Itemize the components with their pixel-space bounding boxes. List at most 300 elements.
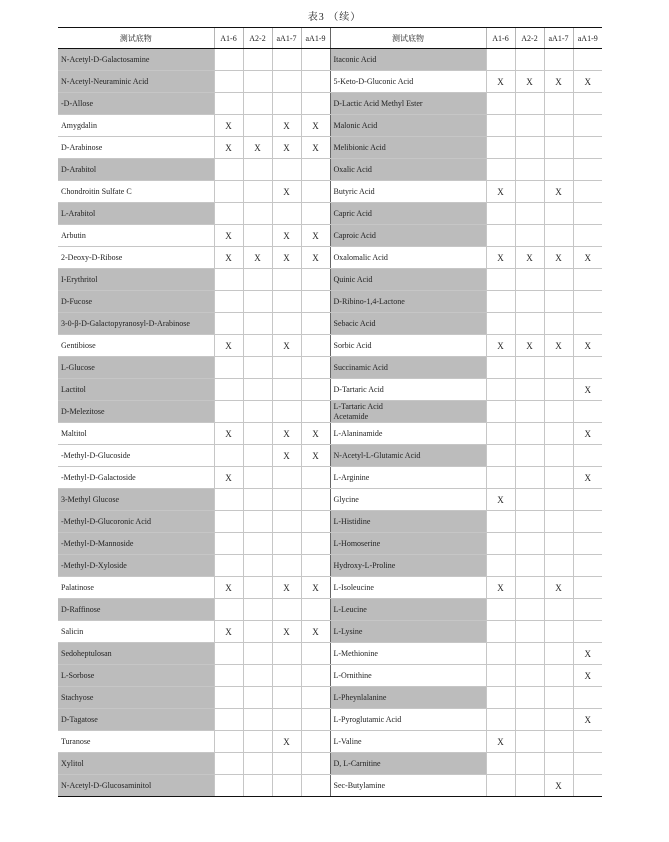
result-cell-aa1-9-left [301, 93, 330, 115]
table-row [58, 115, 602, 137]
result-cell-a2-2-left [243, 467, 272, 489]
result-cell-aa1-7-left [272, 533, 301, 555]
result-cell-a2-2-right [515, 291, 544, 313]
result-cell-a2-2-left [243, 621, 272, 643]
result-cell-a2-2-left [243, 159, 272, 181]
result-cell-aa1-9-right: X [573, 643, 602, 665]
result-cell-aa1-7-right: X [544, 577, 573, 599]
result-cell-a1-6-right [486, 665, 515, 687]
result-cell-aa1-7-right [544, 555, 573, 577]
result-cell-a2-2-left [243, 115, 272, 137]
result-cell-a1-6-left: X [214, 335, 243, 357]
result-cell-a1-6-right [486, 511, 515, 533]
result-cell-a2-2-left [243, 401, 272, 423]
result-cell-aa1-9-left [301, 555, 330, 577]
header-col-aa1-9-left: aA1-9 [301, 28, 330, 49]
result-cell-a1-6-right [486, 159, 515, 181]
table-row [58, 643, 602, 665]
table-row [58, 731, 602, 753]
result-cell-aa1-9-right [573, 533, 602, 555]
result-cell-aa1-7-right [544, 401, 573, 423]
result-cell-aa1-9-right [573, 445, 602, 467]
result-cell-aa1-7-left [272, 357, 301, 379]
result-cell-a1-6-left [214, 357, 243, 379]
substrate-name-right: 5-Keto-D-Gluconic Acid [330, 71, 486, 93]
result-cell-a2-2-left [243, 775, 272, 797]
substrate-name-left: Stachyose [58, 687, 214, 709]
result-cell-aa1-9-left: X [301, 137, 330, 159]
result-cell-aa1-9-right [573, 753, 602, 775]
table-body [58, 49, 602, 797]
table-row [58, 159, 602, 181]
result-cell-aa1-7-left: X [272, 335, 301, 357]
substrate-name-right: Hydroxy-L-Proline [330, 555, 486, 577]
result-cell-aa1-7-left [272, 775, 301, 797]
substrate-name-left: Palatinose [58, 577, 214, 599]
result-cell-aa1-7-left [272, 269, 301, 291]
result-cell-a2-2-right [515, 423, 544, 445]
result-cell-a2-2-right [515, 115, 544, 137]
result-cell-aa1-7-left [272, 401, 301, 423]
table-row [58, 203, 602, 225]
result-cell-aa1-9-left: X [301, 247, 330, 269]
result-cell-aa1-7-left: X [272, 445, 301, 467]
result-cell-a2-2-right [515, 313, 544, 335]
substrate-name-right: L-Pyroglutamic Acid [330, 709, 486, 731]
result-cell-a2-2-right [515, 753, 544, 775]
result-cell-aa1-9-right [573, 159, 602, 181]
substrate-name-left: 3-Methyl Glucose [58, 489, 214, 511]
substrate-name-left: -Methyl-D-Galactoside [58, 467, 214, 489]
result-cell-a2-2-left [243, 687, 272, 709]
result-cell-aa1-9-left [301, 203, 330, 225]
result-cell-aa1-7-left: X [272, 577, 301, 599]
result-cell-a1-6-right [486, 401, 515, 423]
result-cell-a2-2-right [515, 665, 544, 687]
result-cell-a1-6-right [486, 225, 515, 247]
result-cell-aa1-9-left: X [301, 423, 330, 445]
result-cell-aa1-7-left: X [272, 137, 301, 159]
result-cell-aa1-7-right [544, 731, 573, 753]
result-cell-a2-2-left [243, 313, 272, 335]
result-cell-aa1-9-left [301, 731, 330, 753]
substrate-name-right: Sec-Butylamine [330, 775, 486, 797]
substrate-name-right: Malonic Acid [330, 115, 486, 137]
result-cell-a1-6-right: X [486, 489, 515, 511]
result-cell-aa1-9-right [573, 621, 602, 643]
substrate-name-left: Sedoheptulosan [58, 643, 214, 665]
result-cell-aa1-7-left [272, 643, 301, 665]
table-row [58, 489, 602, 511]
substrate-name-left: -Methyl-D-Mannoside [58, 533, 214, 555]
result-cell-aa1-9-right [573, 225, 602, 247]
result-cell-a1-6-right [486, 687, 515, 709]
result-cell-aa1-9-right [573, 599, 602, 621]
result-cell-aa1-9-left [301, 291, 330, 313]
table-row [58, 577, 602, 599]
result-cell-a1-6-left [214, 269, 243, 291]
substrate-name-left: D-Tagatose [58, 709, 214, 731]
result-cell-a2-2-left [243, 181, 272, 203]
result-cell-a1-6-left [214, 401, 243, 423]
substrate-name-right: D, L-Carnitine [330, 753, 486, 775]
result-cell-aa1-7-right [544, 665, 573, 687]
result-cell-a1-6-left: X [214, 621, 243, 643]
substrate-name-right: Melibionic Acid [330, 137, 486, 159]
result-cell-a1-6-right [486, 115, 515, 137]
result-cell-a1-6-right: X [486, 247, 515, 269]
result-cell-a2-2-right [515, 49, 544, 71]
result-cell-aa1-9-left [301, 753, 330, 775]
result-cell-aa1-7-right [544, 489, 573, 511]
result-cell-aa1-7-left [272, 93, 301, 115]
table-row [58, 357, 602, 379]
result-cell-a2-2-left [243, 731, 272, 753]
result-cell-aa1-7-left [272, 467, 301, 489]
result-cell-aa1-7-right [544, 533, 573, 555]
result-cell-aa1-9-left [301, 687, 330, 709]
substrate-name-right: L-Alaninamide [330, 423, 486, 445]
result-cell-a2-2-right: X [515, 335, 544, 357]
substrate-name-line: Acetamide [333, 411, 369, 421]
result-cell-a1-6-right [486, 555, 515, 577]
result-cell-aa1-9-left [301, 379, 330, 401]
substrate-name-right: N-Acetyl-L-Glutamic Acid [330, 445, 486, 467]
result-cell-a2-2-right [515, 225, 544, 247]
result-cell-a1-6-left [214, 511, 243, 533]
result-cell-a1-6-right [486, 775, 515, 797]
header-col-aa1-9-right: aA1-9 [573, 28, 602, 49]
result-cell-aa1-9-right: X [573, 467, 602, 489]
result-cell-a2-2-left [243, 489, 272, 511]
result-cell-a1-6-left [214, 665, 243, 687]
substrate-name-right: D-Tartaric Acid [330, 379, 486, 401]
result-cell-a1-6-left [214, 291, 243, 313]
table-row [58, 533, 602, 555]
substrate-name-left: D-Arabitol [58, 159, 214, 181]
result-cell-a2-2-right [515, 577, 544, 599]
result-cell-a1-6-left [214, 599, 243, 621]
result-cell-aa1-9-right [573, 357, 602, 379]
result-cell-aa1-9-left [301, 357, 330, 379]
result-cell-a1-6-left [214, 709, 243, 731]
result-cell-a2-2-left [243, 49, 272, 71]
result-cell-aa1-9-left: X [301, 445, 330, 467]
table-row [58, 467, 602, 489]
result-cell-aa1-9-right [573, 555, 602, 577]
result-cell-a1-6-left: X [214, 137, 243, 159]
result-cell-a1-6-right [486, 533, 515, 555]
result-cell-aa1-7-left [272, 709, 301, 731]
result-cell-a1-6-right [486, 445, 515, 467]
result-cell-a1-6-left: X [214, 423, 243, 445]
substrate-name-right: L-Ornithine [330, 665, 486, 687]
result-cell-a1-6-left [214, 489, 243, 511]
result-cell-a1-6-left [214, 643, 243, 665]
substrate-name-right: D-Ribino-1,4-Lactone [330, 291, 486, 313]
header-row [58, 28, 602, 49]
result-cell-a1-6-left [214, 555, 243, 577]
result-cell-aa1-7-left [272, 313, 301, 335]
table-row [58, 445, 602, 467]
substrate-name-left: Amygdalin [58, 115, 214, 137]
result-cell-aa1-9-right [573, 313, 602, 335]
substrate-name-right: L-Histidine [330, 511, 486, 533]
result-cell-a2-2-left [243, 511, 272, 533]
table-row [58, 709, 602, 731]
result-cell-aa1-7-left: X [272, 621, 301, 643]
result-cell-aa1-9-left [301, 335, 330, 357]
substrate-name-right: Butyric Acid [330, 181, 486, 203]
table-row [58, 137, 602, 159]
result-cell-aa1-9-left: X [301, 115, 330, 137]
table-caption: 表3 （续） [307, 12, 362, 23]
result-cell-a1-6-right [486, 291, 515, 313]
result-cell-a2-2-right [515, 511, 544, 533]
result-cell-aa1-7-right [544, 709, 573, 731]
result-cell-aa1-7-right [544, 599, 573, 621]
substrate-name-right: L-Methionine [330, 643, 486, 665]
result-cell-a2-2-left [243, 533, 272, 555]
header-substrate-right: 测试底物 [330, 28, 486, 49]
result-cell-a2-2-left [243, 709, 272, 731]
result-cell-aa1-7-right: X [544, 181, 573, 203]
result-cell-aa1-9-left [301, 709, 330, 731]
result-cell-aa1-9-right [573, 687, 602, 709]
result-cell-a1-6-right [486, 269, 515, 291]
table-row [58, 511, 602, 533]
result-cell-a2-2-left [243, 269, 272, 291]
result-cell-a2-2-left [243, 93, 272, 115]
result-cell-aa1-9-left [301, 401, 330, 423]
result-cell-a1-6-right [486, 313, 515, 335]
result-cell-a2-2-left [243, 599, 272, 621]
table-row [58, 335, 602, 357]
result-cell-a1-6-left [214, 753, 243, 775]
result-cell-aa1-7-right: X [544, 71, 573, 93]
result-cell-a2-2-right [515, 555, 544, 577]
result-cell-aa1-9-right [573, 291, 602, 313]
result-cell-a2-2-left [243, 225, 272, 247]
result-cell-a2-2-left [243, 423, 272, 445]
result-cell-a2-2-right [515, 643, 544, 665]
result-cell-a1-6-right: X [486, 577, 515, 599]
result-cell-a2-2-left [243, 71, 272, 93]
substrate-name-left: Arbutin [58, 225, 214, 247]
substrate-name-left: Maltitol [58, 423, 214, 445]
substrate-name-right: Glycine [330, 489, 486, 511]
result-cell-a2-2-left [243, 753, 272, 775]
substrate-name-right: L-Isoleucine [330, 577, 486, 599]
result-cell-a2-2-right [515, 599, 544, 621]
result-cell-a1-6-left: X [214, 247, 243, 269]
result-cell-aa1-7-right [544, 467, 573, 489]
result-cell-a2-2-right [515, 93, 544, 115]
table-row [58, 665, 602, 687]
substrate-name-left: N-Acetyl-D-Galactosamine [58, 49, 214, 71]
result-cell-a2-2-left [243, 379, 272, 401]
result-cell-aa1-9-right [573, 181, 602, 203]
result-cell-aa1-7-left: X [272, 225, 301, 247]
result-cell-a2-2-right [515, 489, 544, 511]
result-cell-a1-6-right [486, 423, 515, 445]
result-cell-a1-6-left [214, 775, 243, 797]
substrate-name-right: Capric Acid [330, 203, 486, 225]
substrate-name-line: L-Tartaric Acid [333, 401, 383, 411]
result-cell-aa1-9-left [301, 533, 330, 555]
result-cell-aa1-9-right [573, 137, 602, 159]
result-cell-a2-2-right: X [515, 247, 544, 269]
result-cell-aa1-7-right [544, 379, 573, 401]
result-cell-aa1-7-right [544, 753, 573, 775]
result-cell-aa1-9-right [573, 775, 602, 797]
substrate-name-right: Sorbic Acid [330, 335, 486, 357]
result-cell-aa1-7-right [544, 159, 573, 181]
result-cell-a1-6-right [486, 203, 515, 225]
result-cell-a1-6-left: X [214, 467, 243, 489]
result-cell-a2-2-left: X [243, 247, 272, 269]
result-cell-aa1-7-right [544, 687, 573, 709]
result-cell-aa1-9-right: X [573, 71, 602, 93]
result-cell-a1-6-left: X [214, 115, 243, 137]
substrate-name-left: -D-Allose [58, 93, 214, 115]
result-cell-aa1-7-right [544, 445, 573, 467]
result-cell-a2-2-right [515, 137, 544, 159]
substrate-name-left: L-Arabitol [58, 203, 214, 225]
result-cell-a1-6-left [214, 181, 243, 203]
substrate-name-left: Chondroitin Sulfate C [58, 181, 214, 203]
result-cell-aa1-7-left [272, 291, 301, 313]
table-row [58, 379, 602, 401]
result-cell-aa1-9-left: X [301, 577, 330, 599]
result-cell-aa1-7-left [272, 511, 301, 533]
table-row [58, 291, 602, 313]
result-cell-aa1-9-right: X [573, 335, 602, 357]
substrate-name-right: L-Lysine [330, 621, 486, 643]
result-cell-a2-2-left [243, 555, 272, 577]
result-cell-a1-6-right [486, 599, 515, 621]
result-cell-a2-2-left [243, 643, 272, 665]
result-cell-a1-6-right [486, 621, 515, 643]
substrate-table [58, 27, 602, 797]
result-cell-a2-2-right [515, 731, 544, 753]
substrate-name-right: Quinic Acid [330, 269, 486, 291]
table-row [58, 753, 602, 775]
header-col-a2-2-right: A2-2 [515, 28, 544, 49]
header-col-a1-6-right: A1-6 [486, 28, 515, 49]
result-cell-a2-2-left [243, 445, 272, 467]
result-cell-aa1-7-left [272, 49, 301, 71]
result-cell-aa1-9-left [301, 159, 330, 181]
substrate-name-left: N-Acetyl-D-Glucosaminitol [58, 775, 214, 797]
result-cell-a1-6-right [486, 357, 515, 379]
substrate-name-left: 3-0-β-D-Galactopyranosyl-D-Arabinose [58, 313, 214, 335]
result-cell-aa1-7-left [272, 379, 301, 401]
result-cell-a1-6-right [486, 643, 515, 665]
substrate-name-left: -Methyl-D-Glucoside [58, 445, 214, 467]
substrate-name-left: Turanose [58, 731, 214, 753]
substrate-name-left: Gentibiose [58, 335, 214, 357]
substrate-name-right: D-Lactic Acid Methyl Ester [330, 93, 486, 115]
result-cell-aa1-7-left [272, 753, 301, 775]
result-cell-aa1-9-right [573, 49, 602, 71]
result-cell-a2-2-left: X [243, 137, 272, 159]
substrate-name-left: Salicin [58, 621, 214, 643]
result-cell-a2-2-right [515, 379, 544, 401]
result-cell-aa1-7-right [544, 621, 573, 643]
header-col-aa1-7-left: aA1-7 [272, 28, 301, 49]
result-cell-aa1-7-right [544, 137, 573, 159]
result-cell-a1-6-left [214, 445, 243, 467]
result-cell-aa1-9-left [301, 489, 330, 511]
result-cell-a2-2-right [515, 533, 544, 555]
result-cell-aa1-7-left: X [272, 423, 301, 445]
substrate-name-right: Oxalomalic Acid [330, 247, 486, 269]
result-cell-aa1-7-left [272, 687, 301, 709]
table-row [58, 313, 602, 335]
result-cell-aa1-9-right [573, 489, 602, 511]
result-cell-aa1-9-right [573, 511, 602, 533]
table-row [58, 555, 602, 577]
result-cell-aa1-7-left [272, 599, 301, 621]
result-cell-a1-6-right [486, 379, 515, 401]
result-cell-aa1-9-left [301, 511, 330, 533]
result-cell-a2-2-left [243, 357, 272, 379]
header-col-a1-6-left: A1-6 [214, 28, 243, 49]
substrate-name-left: Xylitol [58, 753, 214, 775]
result-cell-aa1-9-right [573, 269, 602, 291]
result-cell-aa1-7-left: X [272, 181, 301, 203]
substrate-name-left: D-Raffinose [58, 599, 214, 621]
result-cell-aa1-9-right [573, 115, 602, 137]
result-cell-a2-2-right [515, 775, 544, 797]
result-cell-aa1-7-right: X [544, 247, 573, 269]
result-cell-aa1-7-left [272, 665, 301, 687]
result-cell-a1-6-right [486, 709, 515, 731]
result-cell-aa1-9-left: X [301, 225, 330, 247]
result-cell-aa1-7-left [272, 489, 301, 511]
result-cell-aa1-9-left [301, 181, 330, 203]
table-row [58, 93, 602, 115]
result-cell-aa1-9-right: X [573, 665, 602, 687]
table-row [58, 71, 602, 93]
result-cell-aa1-9-right: X [573, 379, 602, 401]
result-cell-aa1-7-right [544, 313, 573, 335]
substrate-name-right: Caproic Acid [330, 225, 486, 247]
substrate-name-right: L-Pheynlalanine [330, 687, 486, 709]
result-cell-aa1-9-left [301, 467, 330, 489]
result-cell-aa1-7-right [544, 511, 573, 533]
table-row [58, 599, 602, 621]
header-col-aa1-7-right: aA1-7 [544, 28, 573, 49]
result-cell-a1-6-left: X [214, 577, 243, 599]
result-cell-aa1-9-right [573, 93, 602, 115]
table-row [58, 423, 602, 445]
result-cell-aa1-7-right [544, 203, 573, 225]
result-cell-aa1-7-left: X [272, 247, 301, 269]
result-cell-a1-6-left [214, 203, 243, 225]
result-cell-aa1-9-left [301, 599, 330, 621]
result-cell-aa1-9-right [573, 577, 602, 599]
substrate-name-right: Oxalic Acid [330, 159, 486, 181]
table-row [58, 247, 602, 269]
result-cell-aa1-7-right [544, 49, 573, 71]
result-cell-a1-6-right: X [486, 335, 515, 357]
result-cell-a2-2-right [515, 203, 544, 225]
substrate-name-left: D-Fucose [58, 291, 214, 313]
result-cell-a1-6-left [214, 533, 243, 555]
result-cell-aa1-7-right [544, 225, 573, 247]
